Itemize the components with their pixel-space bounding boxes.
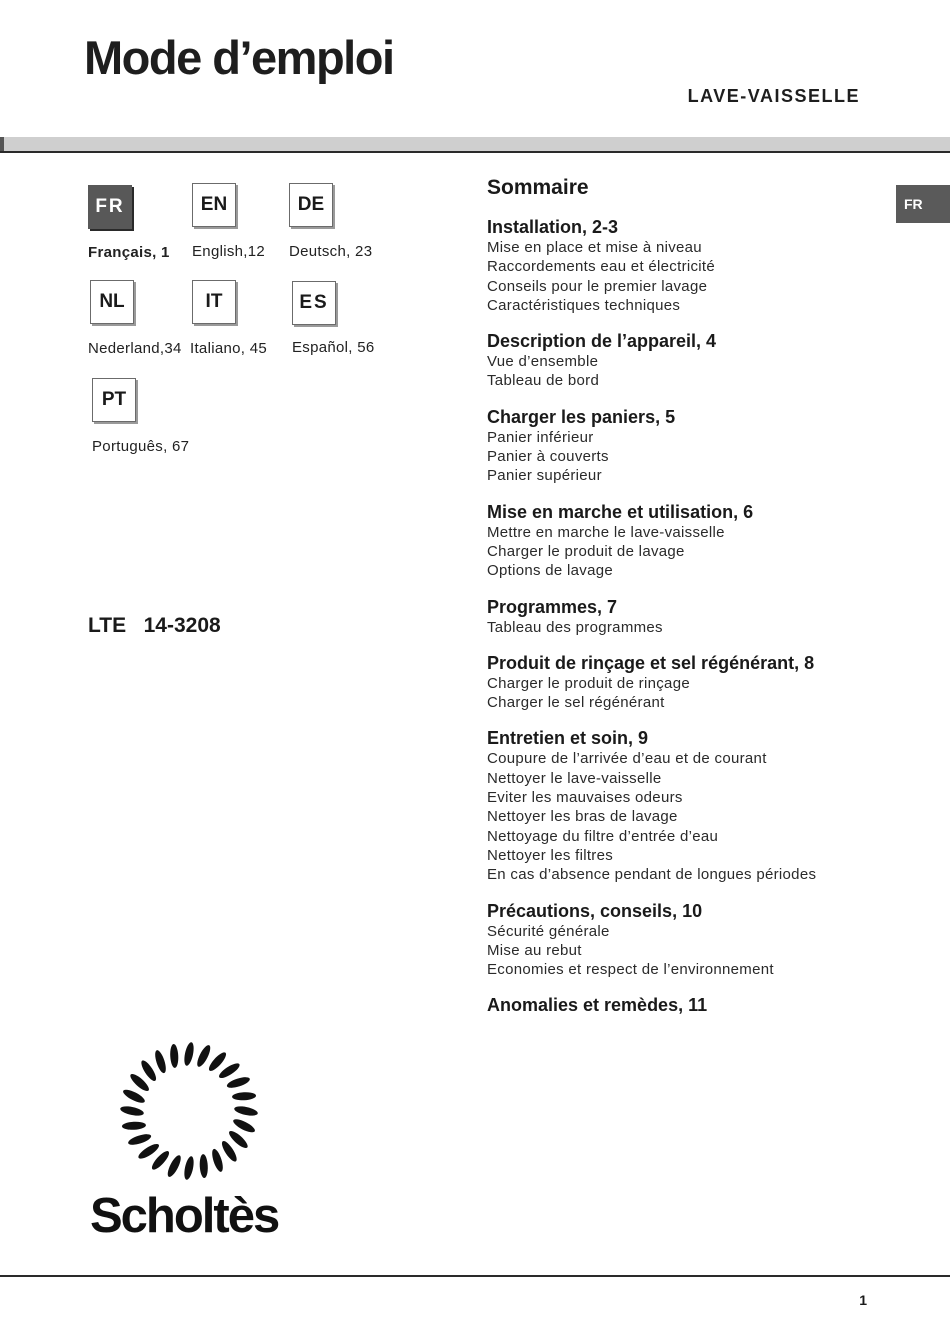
toc-heading[interactable]: Mise en marche et utilisation, 6 <box>487 501 754 522</box>
toc-item[interactable]: Nettoyer les filtres <box>487 846 614 864</box>
toc-item[interactable]: Charger le produit de rinçage <box>487 674 690 692</box>
toc-item[interactable]: Panier à couverts <box>487 448 609 466</box>
toc-item[interactable]: Nettoyer les bras de lavage <box>487 808 678 826</box>
toc-section <box>487 501 887 581</box>
lang-label-fr[interactable]: Français, 1 <box>88 244 170 261</box>
toc-sections <box>487 216 887 1016</box>
toc-item[interactable]: Mettre en marche le lave-vaisselle <box>487 523 725 541</box>
page-number: 1 <box>859 1292 867 1308</box>
toc-item[interactable]: Coupure de l’arrivée d’eau et de courant <box>487 750 767 768</box>
table-of-contents <box>487 176 887 1031</box>
header-divider <box>0 137 950 153</box>
sun-ray <box>195 1043 213 1068</box>
toc-item[interactable]: Charger le produit de lavage <box>487 542 685 560</box>
sun-ray <box>170 1044 179 1068</box>
toc-item[interactable]: Caractéristiques techniques <box>487 296 681 314</box>
sun-ray <box>165 1154 183 1179</box>
sun-ray <box>183 1041 196 1066</box>
toc-item[interactable]: Raccordements eau et électricité <box>487 258 716 276</box>
toc-item[interactable]: Panier inférieur <box>487 428 594 446</box>
product-type: LAVE-VAISSELLE <box>687 86 860 106</box>
toc-heading[interactable]: Programmes, 7 <box>487 596 618 617</box>
sun-ray <box>232 1092 256 1101</box>
lang-box-pt[interactable]: PT <box>92 378 136 422</box>
lang-box-es[interactable]: ES <box>292 281 336 325</box>
toc-item[interactable]: Vue d’ensemble <box>487 353 599 371</box>
toc-section <box>487 652 887 713</box>
toc-section <box>487 727 887 884</box>
toc-heading[interactable]: Précautions, conseils, 10 <box>487 900 703 921</box>
toc-item[interactable]: Mise en place et mise à niveau <box>487 239 702 256</box>
toc-item[interactable]: Tableau des programmes <box>487 618 663 636</box>
toc-item[interactable]: Panier supérieur <box>487 467 602 485</box>
sun-ray <box>210 1148 225 1173</box>
toc-item[interactable]: Mise au rebut <box>487 941 582 959</box>
sun-ray <box>199 1154 208 1178</box>
lang-label-it[interactable]: Italiano, 45 <box>190 340 267 357</box>
sun-ray <box>119 1105 144 1118</box>
sun-ray <box>233 1105 258 1118</box>
toc-title: Sommaire <box>487 176 589 199</box>
toc-item[interactable]: Nettoyer le lave-vaisselle <box>487 769 662 787</box>
sun-ray <box>153 1049 168 1074</box>
lang-box-en[interactable]: EN <box>192 183 236 227</box>
toc-section <box>487 216 887 315</box>
lang-box-fr[interactable]: FR <box>88 185 132 229</box>
toc-item[interactable]: Options de lavage <box>487 562 614 580</box>
toc-section <box>487 596 887 637</box>
toc-item[interactable]: Economies et respect de l’environnement <box>487 961 774 979</box>
sun-ray <box>127 1132 152 1147</box>
lang-box-de[interactable]: DE <box>289 183 333 227</box>
brand-logo-text: Scholtès <box>90 1189 279 1243</box>
page-title: Mode d’emploi <box>84 31 394 84</box>
toc-heading[interactable]: Charger les paniers, 5 <box>487 406 676 427</box>
toc-item[interactable]: Nettoyage du filtre d’entrée d’eau <box>487 827 719 845</box>
toc-item[interactable]: Eviter les mauvaises odeurs <box>487 789 683 807</box>
toc-section <box>487 406 887 486</box>
model-number: LTE 14-3208 <box>88 614 221 637</box>
toc-heading[interactable]: Installation, 2-3 <box>487 217 619 237</box>
toc-item[interactable]: Charger le sel régénérant <box>487 694 665 712</box>
toc-section <box>487 994 887 1016</box>
toc-heading[interactable]: Description de l’appareil, 4 <box>487 331 717 352</box>
toc-heading[interactable]: Anomalies et remèdes, 11 <box>487 995 708 1016</box>
toc-item[interactable]: En cas d’absence pendant de longues périodes <box>487 866 817 884</box>
toc-heading[interactable]: Produit de rinçage et sel régénérant, 8 <box>487 652 815 673</box>
sun-rays-logo-icon <box>114 1036 264 1186</box>
sun-ray <box>121 1087 146 1105</box>
sun-ray <box>226 1075 251 1090</box>
sun-ray <box>183 1155 196 1180</box>
toc-section <box>487 330 887 391</box>
lang-label-de[interactable]: Deutsch, 23 <box>289 243 373 260</box>
toc-heading[interactable]: Entretien et soin, 9 <box>487 728 649 749</box>
toc-section <box>487 900 887 980</box>
sun-ray <box>232 1117 257 1135</box>
lang-label-nl[interactable]: Nederland,34 <box>88 340 182 357</box>
language-side-tab: FR <box>896 185 950 223</box>
lang-label-es[interactable]: Español, 56 <box>292 339 375 356</box>
lang-box-nl[interactable]: NL <box>90 280 134 324</box>
toc-item[interactable]: Conseils pour le premier lavage <box>487 277 708 295</box>
lang-label-pt[interactable]: Português, 67 <box>92 438 190 455</box>
footer-divider <box>0 1275 950 1277</box>
sun-ray <box>122 1121 146 1130</box>
toc-item[interactable]: Tableau de bord <box>487 372 600 390</box>
lang-box-it[interactable]: IT <box>192 280 236 324</box>
lang-label-en[interactable]: English,12 <box>192 243 266 260</box>
toc-item[interactable]: Sécurité générale <box>487 922 610 940</box>
